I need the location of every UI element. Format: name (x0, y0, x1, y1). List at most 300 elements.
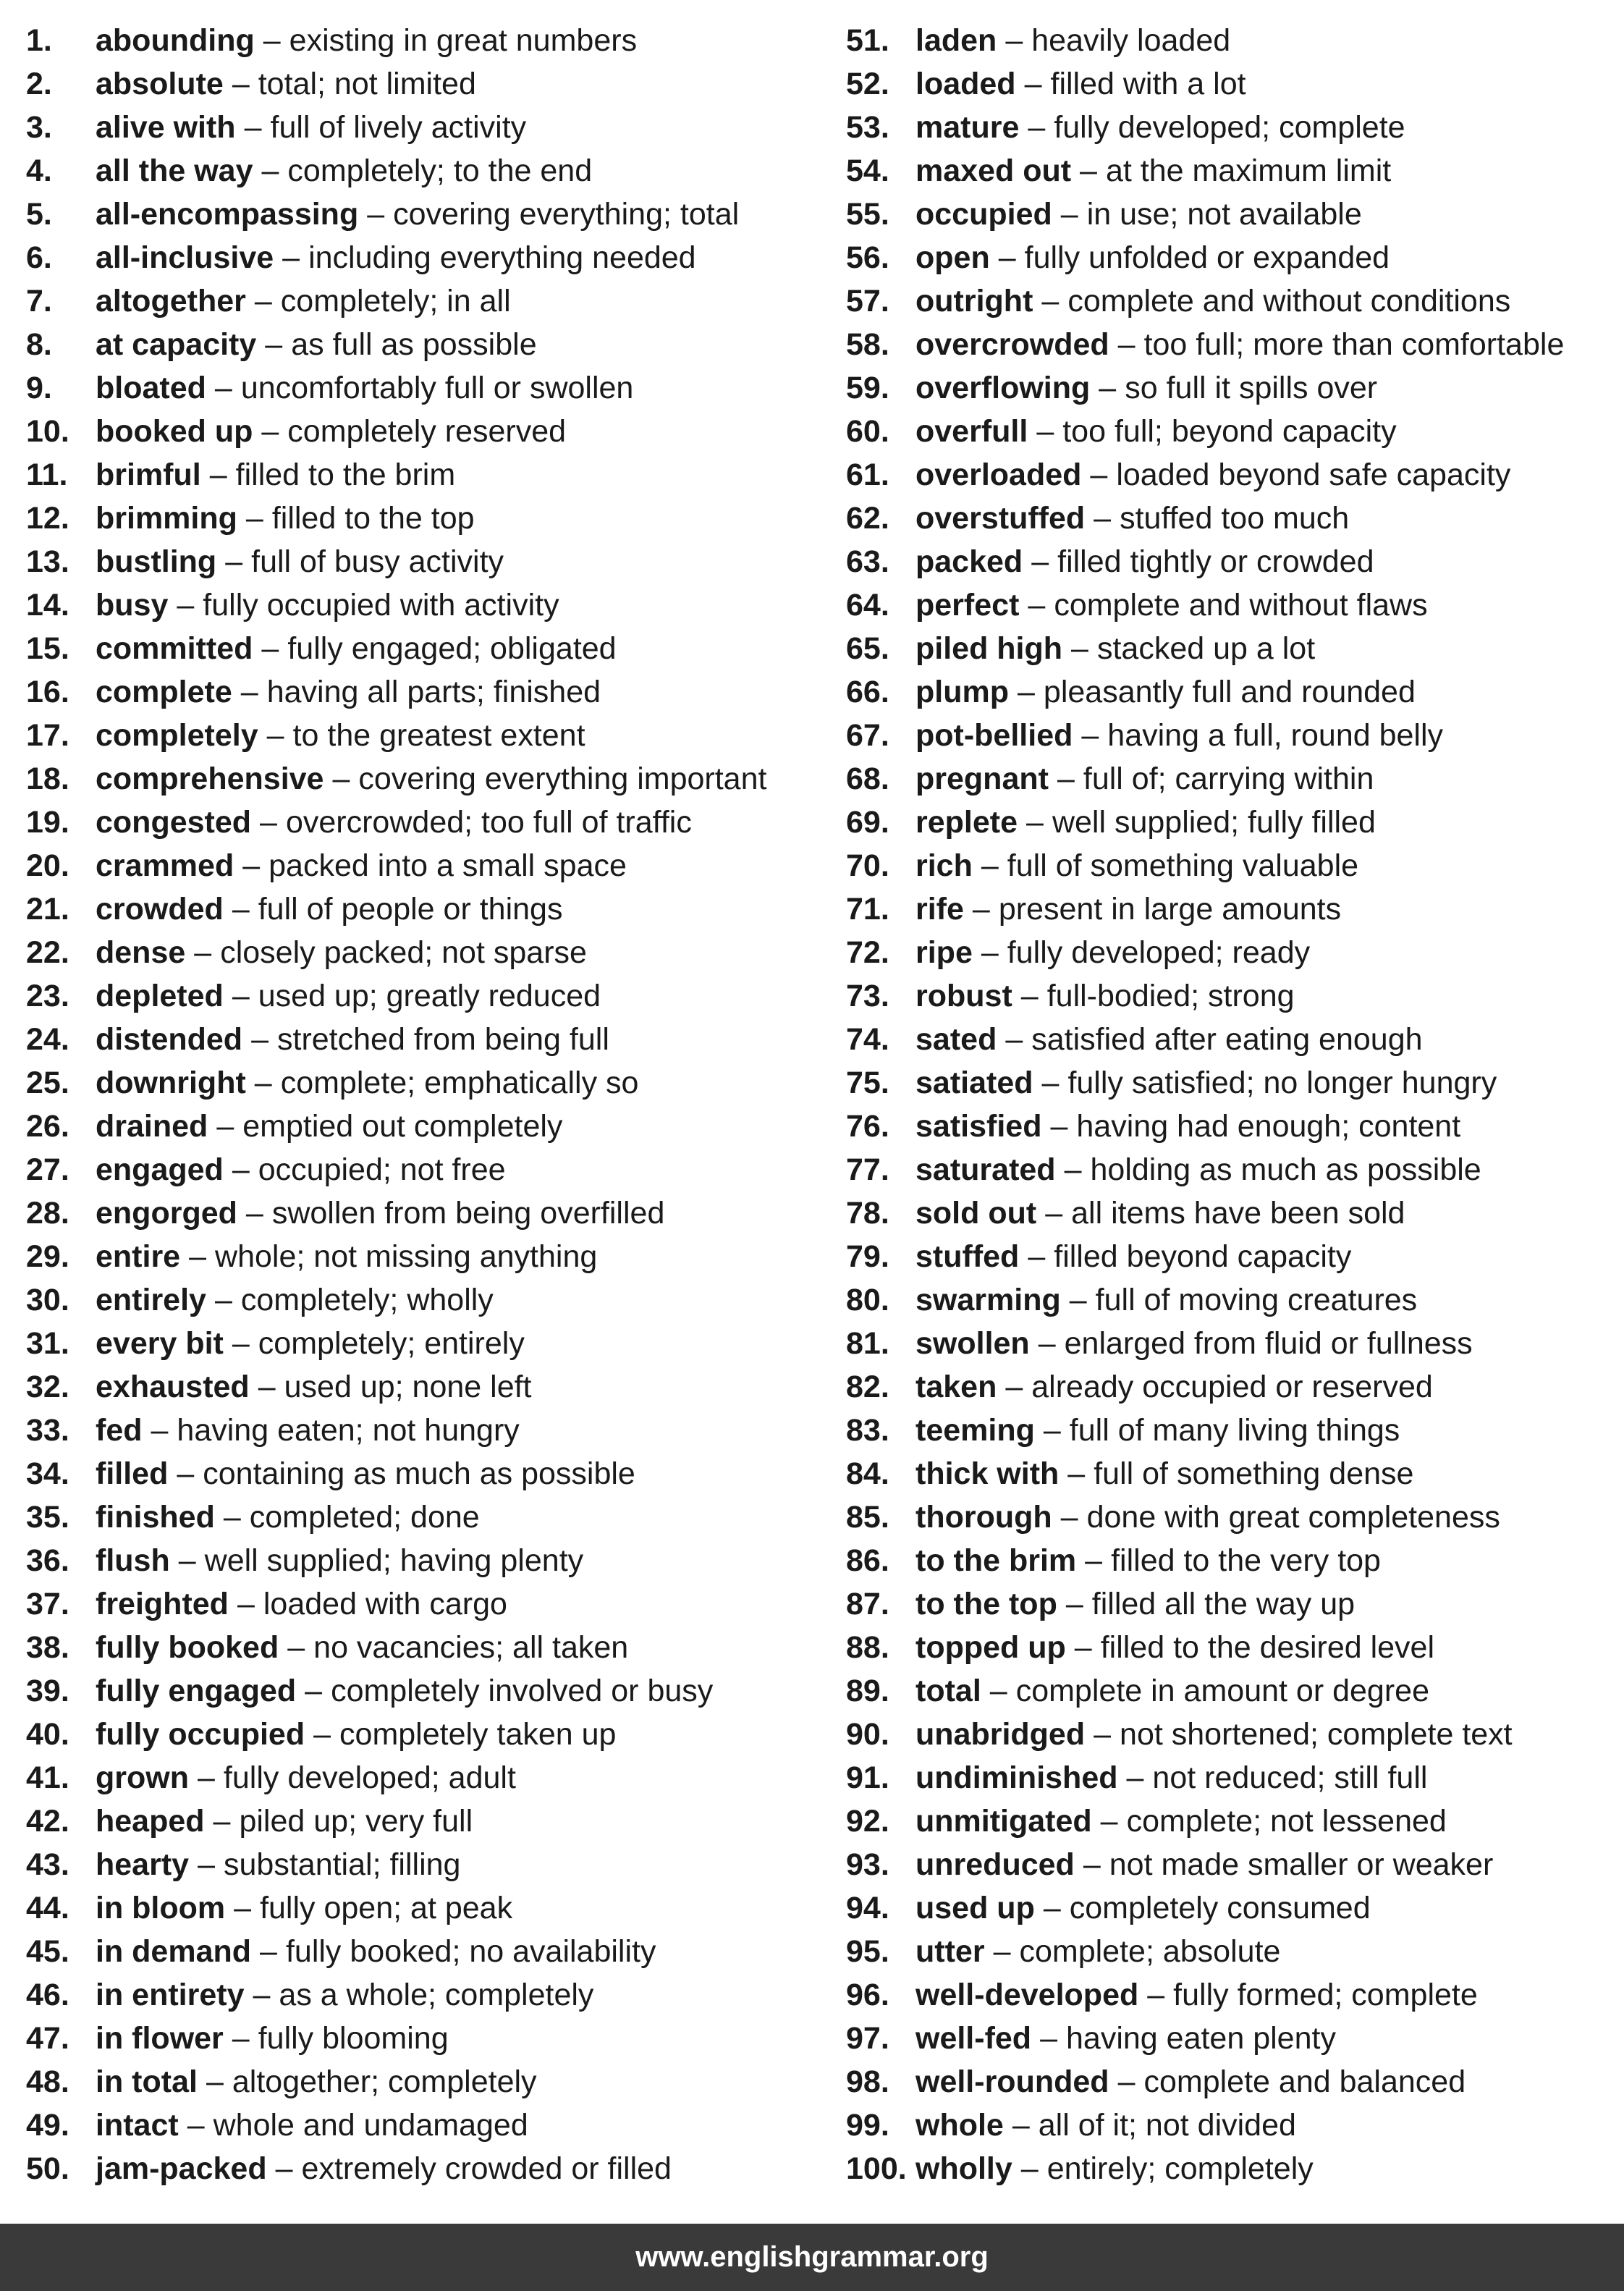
entry-definition: already occupied or reserved (1031, 1370, 1433, 1404)
entry-separator: – (260, 805, 277, 840)
entry-separator: – (989, 1674, 1007, 1708)
entry-definition: swollen from being overfilled (271, 1196, 665, 1231)
entry-number: 47. (26, 2021, 69, 2056)
list-item (26, 1756, 829, 1800)
entry-separator: – (1026, 805, 1044, 840)
entry-separator: – (1080, 153, 1097, 188)
entry-text (96, 844, 627, 887)
list-item (26, 1669, 829, 1713)
entry-text (96, 193, 739, 236)
list-item (26, 1148, 829, 1191)
entry-word: plump (915, 675, 1009, 709)
entry-definition: full of; carrying within (1083, 761, 1374, 796)
entry-separator: – (1043, 1891, 1061, 1925)
entry-definition: loaded with cargo (263, 1587, 507, 1621)
entry-text (915, 2060, 1466, 2104)
entry-definition: full of something valuable (1007, 848, 1359, 883)
list-item (26, 193, 829, 236)
entry-word: committed (96, 631, 253, 666)
entry-word: swarming (915, 1283, 1061, 1317)
entry-definition: too full; beyond capacity (1062, 414, 1397, 449)
entry-separator: – (1060, 197, 1078, 232)
entry-definition: completely reserved (287, 414, 567, 449)
list-item (846, 1669, 1613, 1713)
entry-word: saturated (915, 1152, 1056, 1187)
list-item (26, 1800, 829, 1843)
entry-text (96, 410, 566, 453)
entry-word: ripe (915, 935, 973, 970)
entry-text (96, 540, 504, 583)
list-item (846, 193, 1613, 236)
entry-number: 73. (846, 979, 889, 1013)
list-item (26, 1495, 829, 1539)
entry-definition: substantial; filling (224, 1847, 461, 1882)
list-item (26, 1886, 829, 1930)
entry-separator: – (265, 327, 283, 362)
entry-separator: – (1117, 327, 1135, 362)
entry-number: 11. (26, 457, 68, 492)
list-item (846, 1191, 1613, 1235)
list-item (846, 2104, 1613, 2147)
list-item (26, 1713, 829, 1756)
entry-separator: – (1040, 2021, 1057, 2056)
entry-number: 29. (26, 1239, 69, 1274)
entry-text (915, 887, 1341, 931)
list-item (846, 1061, 1613, 1105)
list-item (846, 1886, 1613, 1930)
entry-number: 26. (26, 1109, 69, 1144)
entry-definition: as a whole; completely (279, 1978, 594, 2012)
entry-text (96, 1191, 664, 1235)
entry-number: 82. (846, 1370, 889, 1404)
entry-separator: – (232, 1152, 250, 1187)
entry-definition: filled beyond capacity (1054, 1239, 1352, 1274)
list-item (26, 2060, 829, 2104)
list-item (846, 757, 1613, 801)
entry-separator: – (1005, 1370, 1023, 1404)
entry-definition: fully developed; adult (223, 1760, 516, 1795)
entry-text (96, 279, 511, 323)
entry-text (96, 1886, 512, 1930)
entry-text (96, 1930, 656, 1973)
entry-text (915, 1105, 1460, 1148)
entry-word: heaped (96, 1804, 205, 1839)
entry-number: 84. (846, 1456, 889, 1491)
entry-word: entirely (96, 1283, 206, 1317)
entry-number: 90. (846, 1717, 889, 1752)
entry-word: busy (96, 588, 169, 623)
list-item (846, 2147, 1613, 2190)
entry-definition: all of it; not divided (1038, 2108, 1296, 2143)
entry-word: unabridged (915, 1717, 1086, 1752)
entry-number: 86. (846, 1543, 889, 1578)
word-list-left-column (26, 19, 829, 2190)
entry-word: every bit (96, 1326, 224, 1361)
entry-number: 83. (846, 1413, 889, 1448)
entry-word: to the brim (915, 1543, 1077, 1578)
entry-text (915, 323, 1564, 366)
entry-separator: – (1100, 1804, 1118, 1839)
list-item (26, 1365, 829, 1409)
list-item (26, 410, 829, 453)
entry-separator: – (1065, 1587, 1083, 1621)
list-item (846, 453, 1613, 497)
entry-word: exhausted (96, 1370, 250, 1404)
entry-definition: at the maximum limit (1105, 153, 1392, 188)
entry-word: intact (96, 2108, 179, 2143)
entry-definition: having all parts; finished (266, 675, 601, 709)
entry-separator: – (1043, 1413, 1061, 1448)
entry-text (96, 1235, 597, 1278)
entry-separator: – (232, 1326, 250, 1361)
entry-word: in flower (96, 2021, 224, 2056)
entry-definition: occupied; not free (258, 1152, 506, 1187)
entry-definition: total; not limited (258, 67, 476, 101)
entry-text (915, 1756, 1427, 1800)
entry-word: fed (96, 1413, 143, 1448)
entry-text (96, 1148, 506, 1191)
entry-text (915, 757, 1374, 801)
entry-word: engorged (96, 1196, 237, 1231)
entry-separator: – (237, 1587, 255, 1621)
entry-text (96, 1669, 713, 1713)
entry-word: in entirety (96, 1978, 245, 2012)
list-item (846, 974, 1613, 1018)
entry-definition: complete in amount or degree (1015, 1674, 1429, 1708)
entry-separator: – (1041, 1066, 1060, 1100)
entry-separator: – (1094, 501, 1112, 536)
entry-definition: having a full, round belly (1107, 718, 1444, 753)
entry-number: 52. (846, 67, 889, 101)
list-item (26, 236, 829, 279)
entry-text (915, 844, 1358, 887)
entry-separator: – (251, 1022, 268, 1057)
entry-word: thick with (915, 1456, 1060, 1491)
entry-word: at capacity (96, 327, 257, 362)
entry-definition: extremely crowded or filled (301, 2151, 672, 2186)
entry-definition: piled up; very full (239, 1804, 473, 1839)
entry-separator: – (177, 588, 195, 623)
list-item (846, 1539, 1613, 1582)
entry-text (96, 149, 592, 193)
list-item (846, 236, 1613, 279)
entry-word: well-fed (915, 2021, 1032, 2056)
entry-definition: satisfied after eating enough (1031, 1022, 1423, 1057)
list-item (26, 2147, 829, 2190)
entry-separator: – (232, 67, 250, 101)
entry-text (915, 1669, 1429, 1713)
entry-word: hearty (96, 1847, 190, 1882)
entry-separator: – (187, 2108, 205, 2143)
entry-definition: fully open; at peak (260, 1891, 513, 1925)
list-item (26, 540, 829, 583)
list-item (26, 974, 829, 1018)
list-item (846, 540, 1613, 583)
list-item (26, 1582, 829, 1626)
entry-number: 4. (26, 153, 52, 188)
entry-separator: – (1081, 718, 1099, 753)
entry-separator: – (178, 1543, 196, 1578)
list-item (26, 887, 829, 931)
entry-separator: – (263, 23, 281, 58)
entry-word: stuffed (915, 1239, 1020, 1274)
entry-number: 78. (846, 1196, 889, 1231)
entry-word: overloaded (915, 457, 1082, 492)
entry-word: laden (915, 23, 997, 58)
entry-definition: stacked up a lot (1096, 631, 1316, 666)
entry-word: crammed (96, 848, 234, 883)
list-item (846, 497, 1613, 540)
entry-text (96, 1800, 473, 1843)
entry-number: 8. (26, 327, 52, 362)
entry-separator: – (981, 848, 999, 883)
list-item (846, 2017, 1613, 2060)
entry-definition: having eaten plenty (1066, 2021, 1336, 2056)
entry-word: drained (96, 1109, 208, 1144)
entry-separator: – (1028, 1239, 1046, 1274)
entry-definition: stretched from being full (277, 1022, 609, 1057)
entry-word: perfect (915, 588, 1020, 623)
entry-separator: – (1060, 1500, 1078, 1535)
entry-word: sold out (915, 1196, 1037, 1231)
entry-number: 6. (26, 240, 52, 275)
entry-separator: – (223, 1500, 241, 1535)
list-item (846, 627, 1613, 670)
entry-number: 77. (846, 1152, 889, 1187)
list-item (846, 714, 1613, 757)
entry-definition: as full as possible (291, 327, 537, 362)
entry-word: outright (915, 284, 1033, 318)
entry-separator: – (1028, 110, 1046, 145)
entry-separator: – (993, 1934, 1011, 1969)
entry-definition: uncomfortably full or swollen (240, 371, 634, 405)
entry-definition: completely involved or busy (331, 1674, 714, 1708)
entry-definition: covering everything; total (393, 197, 740, 232)
entry-text (96, 2104, 528, 2147)
list-item (26, 1235, 829, 1278)
entry-text (96, 1105, 562, 1148)
entry-separator: – (367, 197, 385, 232)
entry-text (96, 366, 633, 410)
entry-definition: completely; in all (280, 284, 511, 318)
entry-separator: – (287, 1630, 305, 1665)
entry-separator: – (1045, 1196, 1063, 1231)
entry-separator: – (240, 675, 258, 709)
entry-definition: fully engaged; obligated (287, 631, 617, 666)
entry-definition: filled to the top (271, 501, 475, 536)
entry-number: 71. (846, 892, 889, 927)
list-item (26, 2104, 829, 2147)
entry-definition: used up; none left (284, 1370, 532, 1404)
entry-word: overflowing (915, 371, 1091, 405)
list-item (846, 1756, 1613, 1800)
entry-word: fully booked (96, 1630, 279, 1665)
entry-text (96, 1539, 583, 1582)
entry-number: 30. (26, 1283, 69, 1317)
entry-separator: – (1038, 1326, 1056, 1361)
entry-separator: – (206, 2064, 224, 2099)
list-item (26, 1061, 829, 1105)
entry-separator: – (214, 371, 232, 405)
entry-word: packed (915, 544, 1023, 579)
entry-number: 1. (26, 23, 52, 58)
entry-definition: complete and without flaws (1054, 588, 1428, 623)
entry-word: pot-bellied (915, 718, 1073, 753)
entry-word: rife (915, 892, 964, 927)
entry-text (915, 193, 1362, 236)
entry-definition: emptied out completely (242, 1109, 563, 1144)
entry-text (96, 583, 559, 627)
word-list-right-column (846, 19, 1613, 2190)
entry-number: 27. (26, 1152, 69, 1187)
entry-word: well-developed (915, 1978, 1139, 2012)
entry-definition: complete; emphatically so (280, 1066, 639, 1100)
entry-separator: – (1067, 1456, 1086, 1491)
entry-number: 19. (26, 805, 69, 840)
list-item (846, 844, 1613, 887)
footer-banner (0, 2224, 1624, 2291)
entry-definition: all items have been sold (1071, 1196, 1405, 1231)
entry-definition: full of lively activity (270, 110, 527, 145)
entry-word: dense (96, 935, 186, 970)
entry-definition: existing in great numbers (289, 23, 638, 58)
entry-definition: full of people or things (258, 892, 563, 927)
entry-number: 61. (846, 457, 889, 492)
entry-number: 39. (26, 1674, 69, 1708)
entry-text (96, 1061, 638, 1105)
entry-definition: complete and without conditions (1067, 284, 1511, 318)
entry-number: 54. (846, 153, 889, 188)
list-item (26, 1278, 829, 1322)
entry-definition: fully satisfied; no longer hungry (1067, 1066, 1497, 1100)
list-item (846, 19, 1613, 62)
entry-separator: – (1147, 1978, 1165, 2012)
list-item (26, 62, 829, 106)
entry-word: unreduced (915, 1847, 1075, 1882)
entry-separator: – (245, 1196, 263, 1231)
entry-number: 74. (846, 1022, 889, 1057)
entry-separator: – (253, 1978, 271, 2012)
entry-definition: including everything needed (308, 240, 696, 275)
list-item (846, 410, 1613, 453)
list-item (846, 1148, 1613, 1191)
entry-separator: – (232, 979, 250, 1013)
entry-number: 40. (26, 1717, 69, 1752)
entry-definition: complete and balanced (1143, 2064, 1466, 2099)
list-item (26, 19, 829, 62)
entry-text (96, 453, 455, 497)
entry-text (915, 583, 1428, 627)
entry-number: 66. (846, 675, 889, 709)
entry-word: grown (96, 1760, 189, 1795)
entry-text (96, 2147, 672, 2190)
entry-text (915, 1495, 1500, 1539)
list-item (26, 366, 829, 410)
entry-number: 32. (26, 1370, 69, 1404)
entry-word: satiated (915, 1066, 1033, 1100)
entry-word: entire (96, 1239, 181, 1274)
entry-text (96, 1322, 525, 1365)
entry-number: 64. (846, 588, 889, 623)
entry-definition: full of something dense (1094, 1456, 1414, 1491)
entry-separator: – (1057, 761, 1075, 796)
list-item (26, 1322, 829, 1365)
entry-word: taken (915, 1370, 997, 1404)
entry-separator: – (1031, 544, 1049, 579)
entry-number: 75. (846, 1066, 889, 1100)
list-item (26, 1018, 829, 1061)
entry-number: 10. (26, 414, 69, 449)
entry-number: 9. (26, 371, 52, 405)
entry-number: 35. (26, 1500, 69, 1535)
list-item (846, 1322, 1613, 1365)
entry-text (915, 1800, 1447, 1843)
entry-separator: – (261, 631, 279, 666)
entry-number: 12. (26, 501, 69, 536)
entry-word: in bloom (96, 1891, 226, 1925)
entry-text (915, 974, 1295, 1018)
entry-number: 63. (846, 544, 889, 579)
list-item (846, 1930, 1613, 1973)
entry-number: 18. (26, 761, 69, 796)
entry-number: 41. (26, 1760, 69, 1795)
entry-definition: full of moving creatures (1095, 1283, 1418, 1317)
entry-separator: – (266, 718, 284, 753)
list-item (26, 1930, 829, 1973)
entry-number: 22. (26, 935, 69, 970)
entry-number: 100. (846, 2151, 907, 2186)
entry-separator: – (972, 892, 990, 927)
entry-definition: whole; not missing anything (215, 1239, 598, 1274)
entry-separator: – (1024, 67, 1042, 101)
entry-text (915, 931, 1310, 974)
entry-number: 34. (26, 1456, 69, 1491)
entry-text (915, 1409, 1400, 1452)
entry-number: 98. (846, 2064, 889, 2099)
entry-definition: having had enough; content (1076, 1109, 1461, 1144)
entry-definition: fully booked; no availability (285, 1934, 656, 1969)
entry-separator: – (1041, 284, 1060, 318)
list-item (846, 1365, 1613, 1409)
entry-number: 16. (26, 675, 69, 709)
entry-definition: fully blooming (258, 2021, 449, 2056)
entry-word: crowded (96, 892, 224, 927)
entry-number: 7. (26, 284, 52, 318)
list-item (26, 323, 829, 366)
entry-number: 93. (846, 1847, 889, 1882)
entry-word: filled (96, 1456, 169, 1491)
entry-number: 76. (846, 1109, 889, 1144)
entry-word: swollen (915, 1326, 1030, 1361)
entry-word: utter (915, 1934, 985, 1969)
entry-separator: – (258, 1370, 276, 1404)
entry-definition: not reduced; still full (1152, 1760, 1428, 1795)
entry-text (915, 366, 1377, 410)
entry-word: complete (96, 675, 232, 709)
entry-text (96, 19, 637, 62)
entry-text (915, 410, 1397, 453)
entry-word: overcrowded (915, 327, 1109, 362)
entry-separator: – (177, 1456, 195, 1491)
entry-separator: – (1064, 1152, 1082, 1187)
entry-separator: – (1005, 1022, 1023, 1057)
entry-word: finished (96, 1500, 215, 1535)
entry-word: jam-packed (96, 2151, 267, 2186)
entry-number: 51. (846, 23, 889, 58)
entry-word: engaged (96, 1152, 224, 1187)
entry-separator: – (151, 1413, 169, 1448)
entry-definition: to the greatest extent (292, 718, 585, 753)
